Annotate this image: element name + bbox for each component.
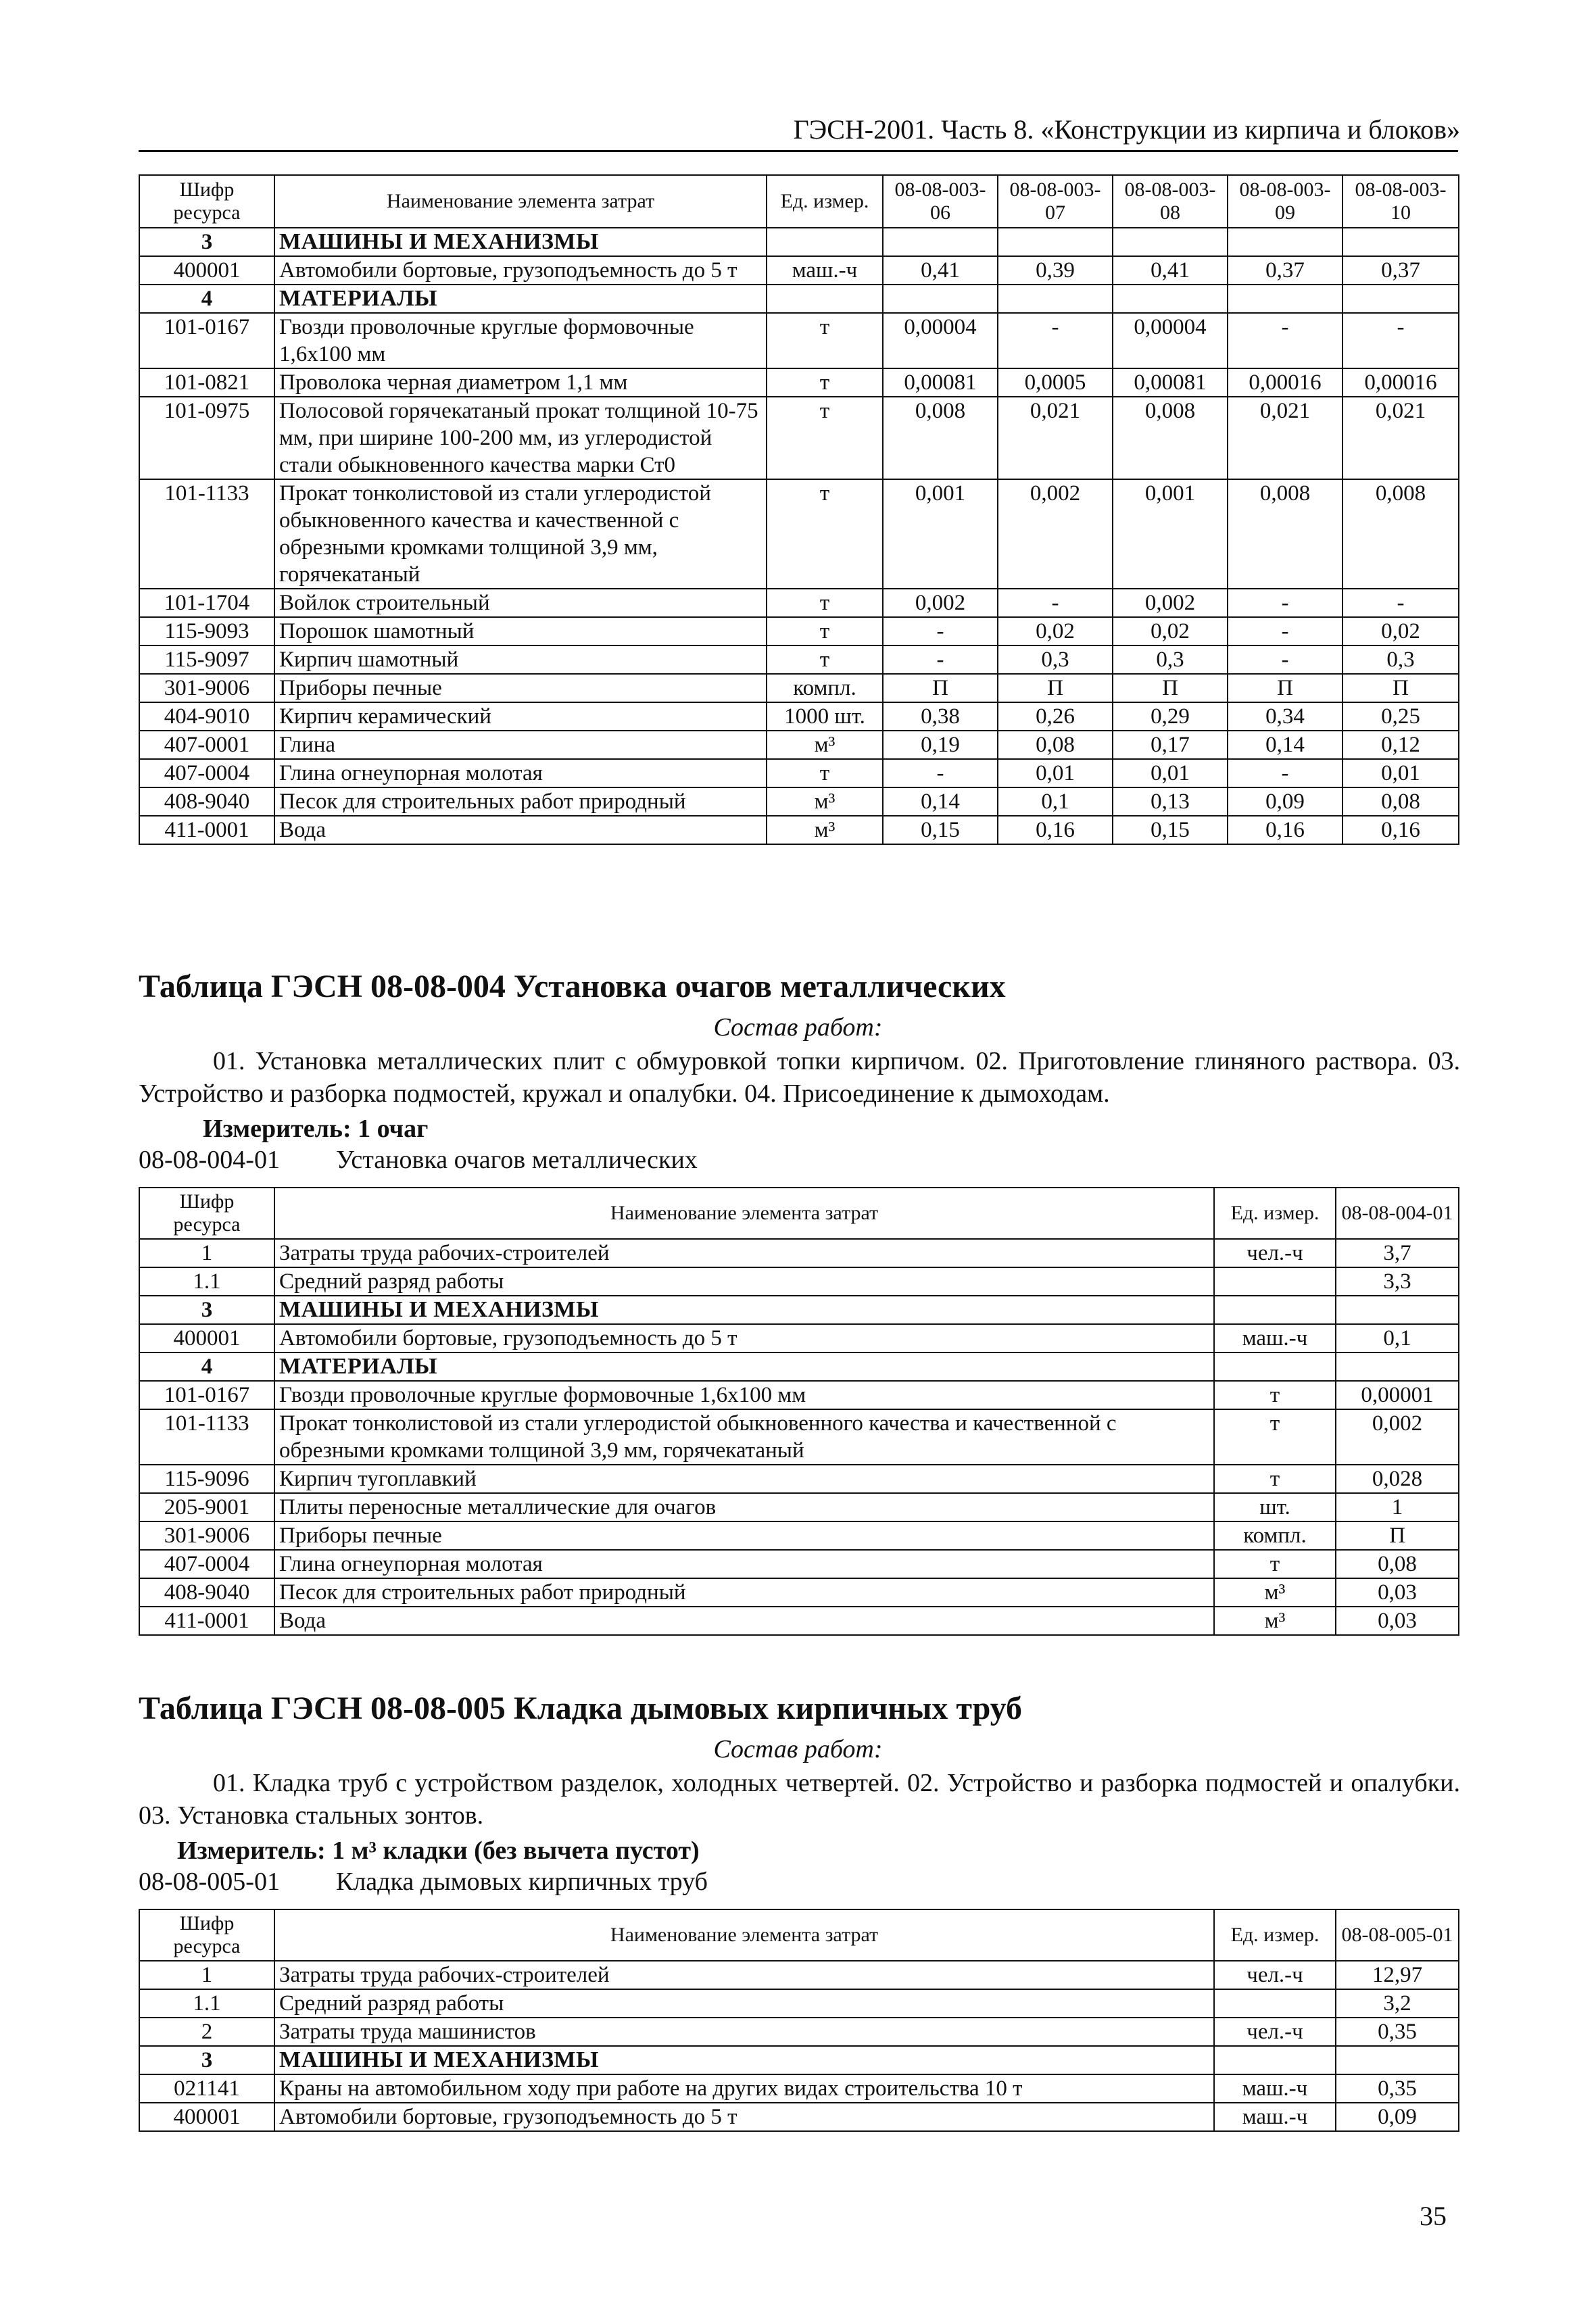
norm-value: 0,37 [1228,256,1343,285]
norm-value: 0,3 [1113,645,1228,674]
resource-code: 101-1704 [139,589,274,617]
resource-unit: т [767,479,883,589]
norm-value [1113,285,1228,313]
resource-name: Вода [274,816,767,844]
table-row [139,1409,1459,1465]
resource-code: 3 [139,228,274,256]
subhead-code: 08-08-004-01 [139,1146,280,1174]
table-row [139,617,1459,645]
norm-value: 0,08 [1343,787,1459,816]
norm-value: 0,14 [883,787,998,816]
section-row [139,1353,1459,1381]
header-col-4: 08-08-003-09 [1228,175,1343,228]
header-name: Наименование элемента затрат [274,1188,1214,1239]
norm-value: 3,2 [1336,1989,1459,2018]
resource-code: 101-0167 [139,1381,274,1409]
resource-name: Приборы печные [274,674,767,702]
norm-value [1343,285,1459,313]
section-row [139,228,1459,256]
norm-value [1336,2046,1459,2074]
norm-value: П [1343,674,1459,702]
section-004-composition-text [139,1045,1460,1110]
resource-unit: т [767,397,883,479]
table-row [139,1550,1459,1578]
norm-value: 0,09 [1336,2103,1459,2131]
resource-code: 1.1 [139,1267,274,1296]
norm-value: 0,41 [1113,256,1228,285]
resource-table-003 [139,174,1459,845]
resource-name: Порошок шамотный [274,617,767,645]
norm-value: 3,3 [1336,1267,1459,1296]
table-row [139,1521,1459,1550]
resource-code: 4 [139,1353,274,1381]
resource-unit [1214,1353,1336,1381]
resource-code: 2 [139,2018,274,2046]
resource-unit [767,285,883,313]
table-row [139,1465,1459,1493]
norm-value: 0,00081 [883,368,998,397]
norm-value: 0,03 [1336,1578,1459,1607]
table-row [139,368,1459,397]
norm-value: - [1228,313,1343,368]
table-header-row [139,1188,1459,1239]
table-row [139,1578,1459,1607]
norm-value: 0,1 [998,787,1113,816]
section-004-meter: Измеритель: 1 очаг [203,1115,429,1143]
resource-code: 3 [139,2046,274,2074]
norm-value: 0,00004 [1113,313,1228,368]
norm-value: 0,02 [1343,617,1459,645]
section-004-title: Таблица ГЭСН 08-08-004 Установка очагов металлических [139,969,1006,1004]
norm-value: П [1113,674,1228,702]
resource-code: 1.1 [139,1989,274,2018]
resource-name: Кирпич тугоплавкий [274,1465,1214,1493]
norm-value: 0,00004 [883,313,998,368]
norm-value: 0,021 [998,397,1113,479]
resource-name: Кирпич шамотный [274,645,767,674]
norm-value: 0,021 [1228,397,1343,479]
norm-value: - [998,313,1113,368]
norm-value: 0,41 [883,256,998,285]
resource-code: 115-9096 [139,1465,274,1493]
table-row [139,313,1459,368]
resource-name: Войлок строительный [274,589,767,617]
resource-name: МАШИНЫ И МЕХАНИЗМЫ [274,228,767,256]
resource-name: Средний разряд работы [274,1267,1214,1296]
norm-value: 0,15 [1113,816,1228,844]
norm-value: - [1228,759,1343,787]
resource-unit: т [767,313,883,368]
resource-code: 101-1133 [139,479,274,589]
resource-unit: чел.-ч [1214,1961,1336,1989]
norm-value: 0,00081 [1113,368,1228,397]
table-row [139,759,1459,787]
section-005-subhead [139,1867,708,1897]
resource-unit: маш.-ч [767,256,883,285]
norm-value: 0,3 [1343,645,1459,674]
resource-unit [767,228,883,256]
norm-value: 0,001 [1113,479,1228,589]
resource-name: МАШИНЫ И МЕХАНИЗМЫ [274,1296,1214,1324]
norm-value: 0,03 [1336,1607,1459,1635]
resource-name: Проволока черная диаметром 1,1 мм [274,368,767,397]
norm-value: 0,34 [1228,702,1343,731]
norm-value: П [998,674,1113,702]
subhead-code: 08-08-005-01 [139,1868,280,1896]
resource-unit: т [767,589,883,617]
norm-value: 0,00016 [1343,368,1459,397]
norm-value: 0,021 [1343,397,1459,479]
resource-name: Затраты труда машинистов [274,2018,1214,2046]
resource-unit: м³ [767,731,883,759]
table-row [139,1493,1459,1521]
norm-value [883,285,998,313]
table-row [139,397,1459,479]
resource-name: МАШИНЫ И МЕХАНИЗМЫ [274,2046,1214,2074]
resource-unit: маш.-ч [1214,2074,1336,2103]
resource-code: 4 [139,285,274,313]
norm-value: 0,25 [1343,702,1459,731]
header-unit: Ед. измер. [1214,1909,1336,1961]
header-code: Шифр ресурса [139,175,274,228]
norm-value: 0,008 [1228,479,1343,589]
resource-unit [1214,1267,1336,1296]
norm-value: 0,028 [1336,1465,1459,1493]
norm-value [883,228,998,256]
resource-unit: шт. [1214,1493,1336,1521]
resource-code: 301-9006 [139,1521,274,1550]
norm-value: 0,02 [1113,617,1228,645]
norm-value: 0,14 [1228,731,1343,759]
resource-code: 400001 [139,1324,274,1353]
norm-value: - [1228,589,1343,617]
norm-value: - [883,759,998,787]
resource-name: Песок для строительных работ природный [274,787,767,816]
table-header-row [139,1909,1459,1961]
header-col-2: 08-08-003-07 [998,175,1113,228]
resource-name: Приборы печные [274,1521,1214,1550]
subhead-name: Кладка дымовых кирпичных труб [336,1868,708,1896]
norm-value: 0,3 [998,645,1113,674]
norm-value: П [1228,674,1343,702]
header-col: 08-08-004-01 [1336,1188,1459,1239]
resource-unit: маш.-ч [1214,1324,1336,1353]
resource-code: 404-9010 [139,702,274,731]
resource-code: 407-0001 [139,731,274,759]
resource-code: 411-0001 [139,816,274,844]
page-number: 35 [1420,2201,1447,2231]
table-row [139,479,1459,589]
table-row [139,816,1459,844]
header-name: Наименование элемента затрат [274,1909,1214,1961]
resource-name: Глина [274,731,767,759]
resource-name: Полосовой горячекатаный прокат толщиной 10-75 мм, при ширине 100-200 мм, из углеродистой стали обыкновенного качества марки Ст0 [274,397,767,479]
norm-value: - [998,589,1113,617]
norm-value: 0,0005 [998,368,1113,397]
norm-value: 0,19 [883,731,998,759]
norm-value: 0,26 [998,702,1113,731]
norm-value: 0,01 [1113,759,1228,787]
table-row [139,2074,1459,2103]
norm-value [1228,228,1343,256]
norm-value: - [1228,645,1343,674]
resource-name: Прокат тонколистовой из стали углеродистой обыкновенного качества и качественной с обрезными кромками толщиной 3,9 мм, горячекатаный [274,479,767,589]
resource-table-004 [139,1187,1459,1636]
resource-unit: м³ [767,787,883,816]
resource-name: Прокат тонколистовой из стали углеродистой обыкновенного качества и качественной с обрезными кромками толщиной 3,9 мм, горячекатаный [274,1409,1214,1465]
norm-value: - [1228,617,1343,645]
norm-value [1336,1296,1459,1324]
resource-name: МАТЕРИАЛЫ [274,285,767,313]
resource-unit [1214,2046,1336,2074]
norm-value: - [1343,313,1459,368]
header-col-3: 08-08-003-08 [1113,175,1228,228]
norm-value: П [883,674,998,702]
resource-name: Вода [274,1607,1214,1635]
table-row [139,2103,1459,2131]
norm-value: - [883,617,998,645]
table-row [139,1381,1459,1409]
resource-code: 408-9040 [139,1578,274,1607]
resource-unit: 1000 шт. [767,702,883,731]
norm-value: 0,38 [883,702,998,731]
norm-value: 0,001 [883,479,998,589]
table-row [139,702,1459,731]
section-005-composition-body: 01. Кладка труб с устройством разделок, холодных четвертей. 02. Устройство и разборка подмостей и опалубки. 03. Установка стальных зонтов. [139,1769,1460,1830]
norm-value: 0,16 [1228,816,1343,844]
resource-name: Глина огнеупорная молотая [274,759,767,787]
norm-value: 0,002 [1336,1409,1459,1465]
norm-value: 0,1 [1336,1324,1459,1353]
table-row [139,1324,1459,1353]
resource-unit: м³ [1214,1607,1336,1635]
resource-table-005 [139,1909,1459,2132]
section-row [139,285,1459,313]
norm-value: - [883,645,998,674]
norm-value: 0,29 [1113,702,1228,731]
norm-value: 0,002 [1113,589,1228,617]
section-005-composition-label: Состав работ: [713,1735,883,1763]
resource-unit: т [767,759,883,787]
resource-name: Средний разряд работы [274,1989,1214,2018]
resource-unit: чел.-ч [1214,1239,1336,1267]
norm-value [998,228,1113,256]
resource-name: Кирпич керамический [274,702,767,731]
norm-value [1228,285,1343,313]
resource-code: 408-9040 [139,787,274,816]
resource-code: 411-0001 [139,1607,274,1635]
norm-value: 0,008 [1113,397,1228,479]
table-row [139,645,1459,674]
section-row [139,2046,1459,2074]
norm-value: 0,08 [998,731,1113,759]
resource-name: Гвозди проволочные круглые формовочные 1,6х100 мм [274,313,767,368]
resource-code: 1 [139,1239,274,1267]
resource-name: Автомобили бортовые, грузоподъемность до 5 т [274,2103,1214,2131]
resource-code: 101-0975 [139,397,274,479]
norm-value: - [1343,589,1459,617]
norm-value: 0,39 [998,256,1113,285]
resource-code: 400001 [139,2103,274,2131]
norm-value: 0,13 [1113,787,1228,816]
resource-code: 1 [139,1961,274,1989]
resource-unit: т [767,617,883,645]
resource-code: 407-0004 [139,1550,274,1578]
norm-value: 0,15 [883,816,998,844]
table-header-row [139,175,1459,228]
section-005-title: Таблица ГЭСН 08-08-005 Кладка дымовых кирпичных труб [139,1690,1023,1726]
norm-value: 0,17 [1113,731,1228,759]
section-004-composition-label: Состав работ: [713,1013,883,1042]
norm-value: 0,16 [1343,816,1459,844]
subhead-name: Установка очагов металлических [336,1146,698,1174]
table-row [139,256,1459,285]
resource-unit: компл. [1214,1521,1336,1550]
resource-unit [1214,1296,1336,1324]
table-row [139,1961,1459,1989]
norm-value: 0,002 [883,589,998,617]
table-row [139,1989,1459,2018]
resource-unit: м³ [767,816,883,844]
resource-name: Затраты труда рабочих-строителей [274,1961,1214,1989]
resource-name: Гвозди проволочные круглые формовочные 1,6х100 мм [274,1381,1214,1409]
resource-code: 115-9097 [139,645,274,674]
table-row [139,674,1459,702]
norm-value [1336,1353,1459,1381]
section-005-meter: Измеритель: 1 м³ кладки (без вычета пустот) [177,1836,700,1865]
norm-value: 0,01 [1343,759,1459,787]
table-row [139,1239,1459,1267]
section-005-composition-text [139,1767,1460,1832]
norm-value: 0,00016 [1228,368,1343,397]
header-rule [139,150,1458,152]
resource-unit: т [767,368,883,397]
resource-code: 407-0004 [139,759,274,787]
norm-value [998,285,1113,313]
resource-code: 3 [139,1296,274,1324]
norm-value: 0,12 [1343,731,1459,759]
resource-code: 115-9093 [139,617,274,645]
norm-value: 0,002 [998,479,1113,589]
resource-name: МАТЕРИАЛЫ [274,1353,1214,1381]
resource-unit: т [1214,1550,1336,1578]
table-row [139,589,1459,617]
resource-code: 205-9001 [139,1493,274,1521]
resource-code: 101-0167 [139,313,274,368]
header-col: 08-08-005-01 [1336,1909,1459,1961]
resource-code: 400001 [139,256,274,285]
norm-value [1343,228,1459,256]
header-unit: Ед. измер. [767,175,883,228]
resource-unit: маш.-ч [1214,2103,1336,2131]
resource-code: 101-1133 [139,1409,274,1465]
resource-name: Автомобили бортовые, грузоподъемность до 5 т [274,1324,1214,1353]
resource-name: Затраты труда рабочих-строителей [274,1239,1214,1267]
resource-name: Автомобили бортовые, грузоподъемность до 5 т [274,256,767,285]
norm-value: 0,09 [1228,787,1343,816]
header-col-1: 08-08-003-06 [883,175,998,228]
resource-code: 301-9006 [139,674,274,702]
norm-value: 12,97 [1336,1961,1459,1989]
norm-value: 0,00001 [1336,1381,1459,1409]
resource-code: 021141 [139,2074,274,2103]
norm-value: 0,01 [998,759,1113,787]
running-header: ГЭСН-2001. Часть 8. «Конструкции из кирпича и блоков» [793,114,1460,145]
resource-unit: т [1214,1465,1336,1493]
table-row [139,2018,1459,2046]
table-row [139,1607,1459,1635]
resource-name: Краны на автомобильном ходу при работе на других видах строительства 10 т [274,2074,1214,2103]
table-row [139,787,1459,816]
resource-name: Песок для строительных работ природный [274,1578,1214,1607]
table-row [139,731,1459,759]
norm-value [1113,228,1228,256]
section-004-composition-body: 01. Установка металлических плит с обмуровкой топки кирпичом. 02. Приготовление глиняного раствора. 03. Устройство и разборка подмостей, кружал и опалубки. 04. Присоединение к дымоходам. [139,1047,1460,1108]
resource-unit [1214,1989,1336,2018]
norm-value: 0,02 [998,617,1113,645]
resource-unit: т [1214,1409,1336,1465]
resource-unit: компл. [767,674,883,702]
norm-value: 0,37 [1343,256,1459,285]
norm-value: П [1336,1521,1459,1550]
header-col-5: 08-08-003-10 [1343,175,1459,228]
norm-value: 0,35 [1336,2018,1459,2046]
header-code: Шифр ресурса [139,1909,274,1961]
header-name: Наименование элемента затрат [274,175,767,228]
section-004-subhead [139,1145,698,1175]
resource-unit: м³ [1214,1578,1336,1607]
header-code: Шифр ресурса [139,1188,274,1239]
norm-value: 3,7 [1336,1239,1459,1267]
resource-code: 101-0821 [139,368,274,397]
norm-value: 1 [1336,1493,1459,1521]
norm-value: 0,16 [998,816,1113,844]
section-row [139,1296,1459,1324]
norm-value: 0,35 [1336,2074,1459,2103]
resource-unit: т [767,645,883,674]
resource-name: Глина огнеупорная молотая [274,1550,1214,1578]
norm-value: 0,08 [1336,1550,1459,1578]
resource-unit: т [1214,1381,1336,1409]
resource-unit: чел.-ч [1214,2018,1336,2046]
resource-name: Плиты переносные металлические для очагов [274,1493,1214,1521]
table-row [139,1267,1459,1296]
norm-value: 0,008 [1343,479,1459,589]
header-unit: Ед. измер. [1214,1188,1336,1239]
norm-value: 0,008 [883,397,998,479]
